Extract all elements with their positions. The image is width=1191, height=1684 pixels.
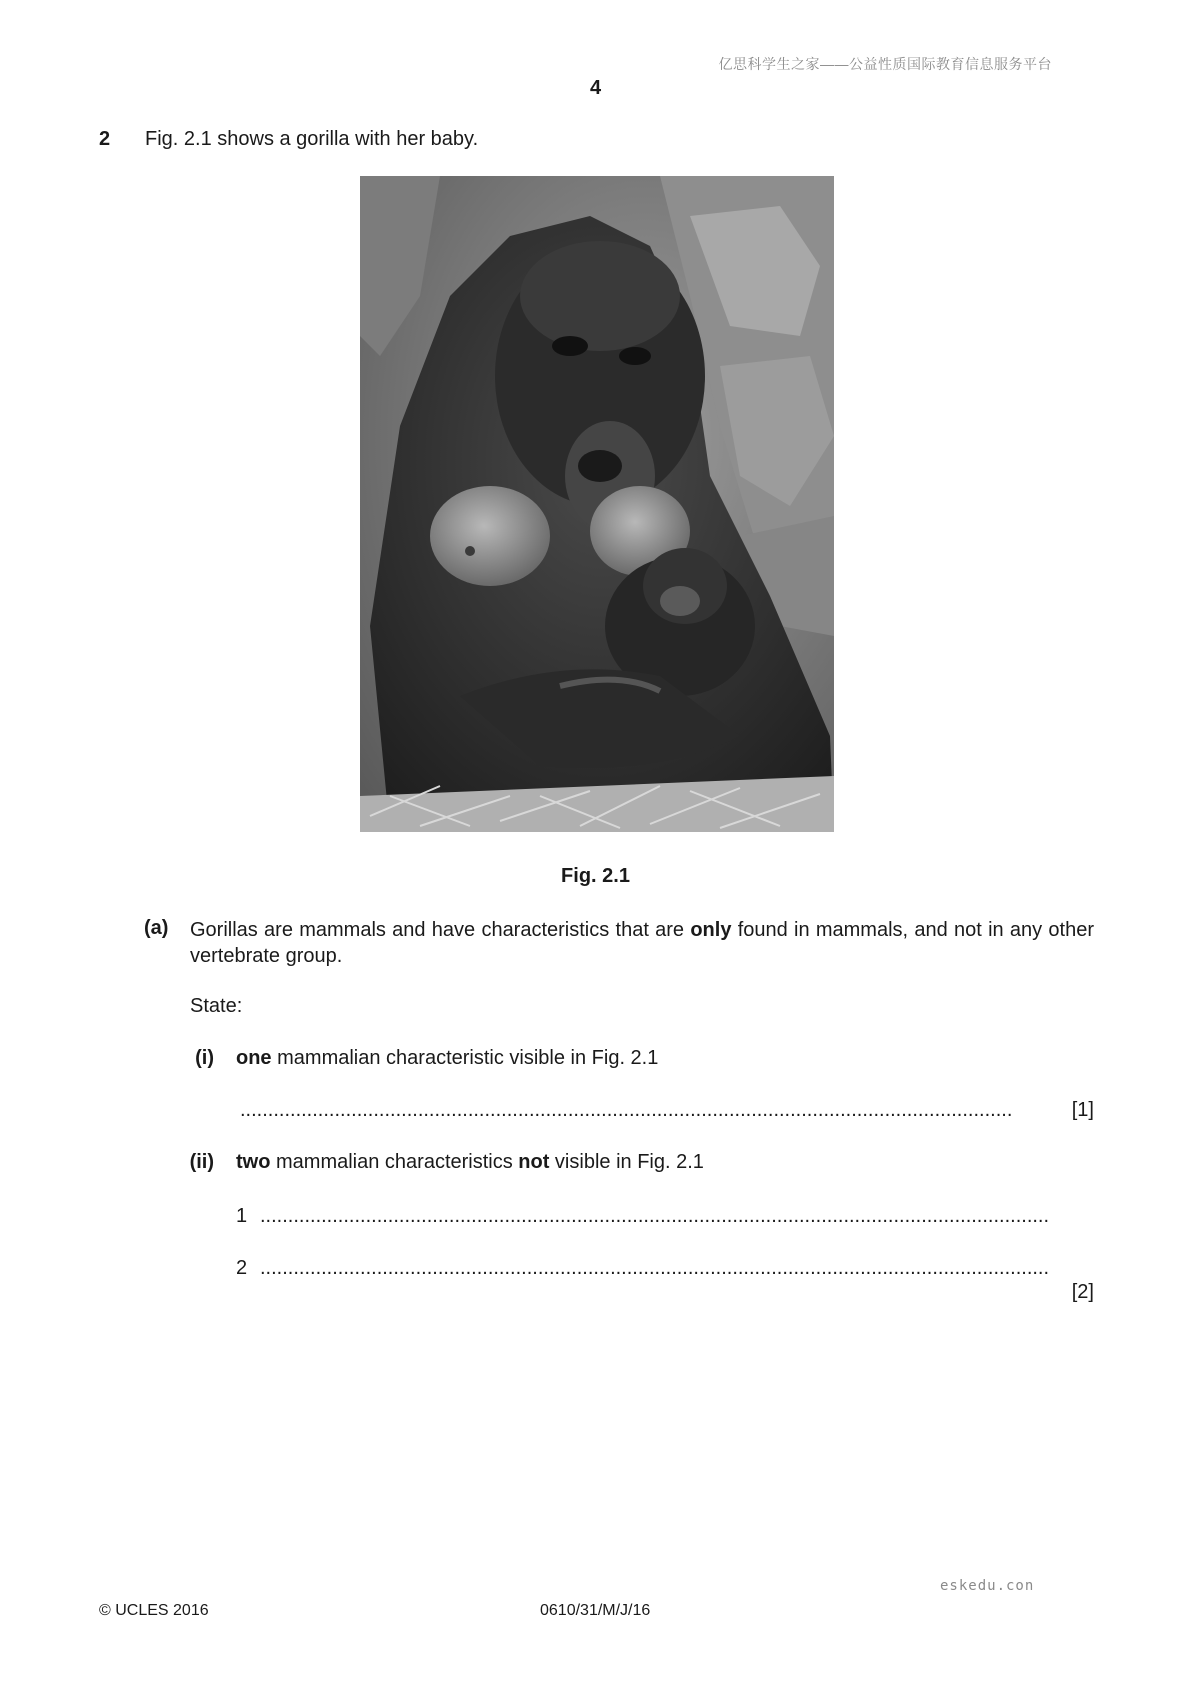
footer-watermark: eskedu.con: [940, 1578, 1035, 1594]
question-intro: Fig. 2.1 shows a gorilla with her baby.: [145, 128, 479, 150]
header-watermark: 亿思科学生之家——公益性质国际教育信息服务平台: [718, 56, 1052, 72]
page-number: 4: [589, 77, 602, 99]
answer-line-ii-2[interactable]: ..............................................................................................................................................: [260, 1257, 1050, 1279]
answer-line-ii-1[interactable]: ..............................................................................................................................................: [260, 1205, 1050, 1227]
sub-question-i-label: (i): [195, 1047, 214, 1069]
sub-question-ii-text: two mammalian characteristics not visible in Fig. 2.1: [236, 1151, 704, 1173]
sub-question-i-text: one mammalian characteristic visible in Fig. 2.1: [236, 1047, 659, 1069]
state-instruction: State:: [190, 995, 243, 1017]
part-a-label: (a): [144, 917, 169, 939]
answer-line-i[interactable]: ...........................................................................................................................................: [240, 1099, 1013, 1121]
gorilla-photo: [360, 176, 834, 832]
paper-code: 0610/31/M/J/16: [540, 1602, 651, 1619]
marks-ii: [2]: [1071, 1281, 1094, 1303]
question-number: 2: [99, 128, 111, 150]
figure-caption: Fig. 2.1: [561, 865, 630, 887]
sub-question-ii-label: (ii): [189, 1151, 214, 1173]
copyright: © UCLES 2016: [99, 1602, 209, 1619]
answer-line-2-number: 2: [236, 1257, 248, 1279]
marks-i: [1]: [1071, 1099, 1094, 1121]
part-a-text: Gorillas are mammals and have characteristics that are only found in mammals, and not in any other vertebrate group.: [190, 919, 1094, 967]
answer-line-1-number: 1: [236, 1205, 248, 1227]
